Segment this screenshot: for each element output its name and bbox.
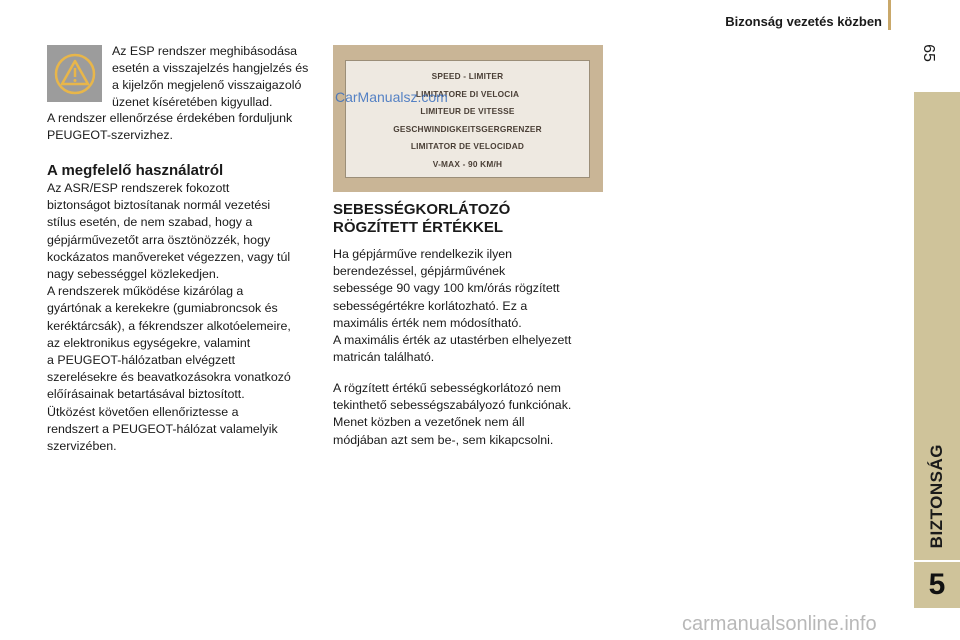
text-line: gyártónak a kerekekre (gumiabroncsok és: [47, 301, 278, 316]
text-line: PEUGEOT-szervizhez.: [47, 128, 173, 143]
heading-line: SEBESSÉGKORLÁTOZÓ: [333, 201, 511, 218]
text-line: üzenet kíséretében kigyullad.: [112, 95, 273, 109]
site-watermark: CarManualsz.com: [335, 89, 448, 105]
text-line: A rendszerek működése kizárólag a: [47, 284, 244, 299]
page-number: 65: [920, 44, 937, 62]
usage-paragraph: [47, 180, 322, 455]
limiter-sticker-text: [346, 68, 589, 174]
warning-icon-box: [47, 45, 102, 102]
sticker-line: LIMITATOR DE VELOCIDAD: [410, 141, 525, 152]
text-line: tekinthető sebességszabályozó funkciónak.: [333, 398, 572, 413]
text-line: A rendszer ellenőrzése érdekében forduljunk: [47, 111, 293, 125]
sticker-line: LIMITEUR DE VITESSE: [420, 106, 515, 117]
sticker-line: GESCHWINDIGKEITSGERGRENZER: [393, 123, 542, 134]
text-line: kockázatos manővereket végezzen, vagy túl: [47, 249, 291, 264]
usage-heading: A megfelelő használatról: [47, 162, 224, 179]
text-line: stílus esetén, de nem szabad, hogy a: [47, 215, 253, 230]
section-tab-label: [914, 92, 960, 548]
text-line: matricán található.: [333, 350, 435, 365]
sticker-line: LIMITATORE DI VELOCIA: [415, 88, 520, 99]
text-line: rendszert a PEUGEOT-hálózat valamelyik: [47, 421, 278, 436]
chapter-number: 5: [914, 562, 960, 608]
text-line: keréktárcsák), a fékrendszer alkotóelemeire,: [47, 318, 291, 333]
text-line: A maximális érték az utastérben elhelyezett: [333, 333, 572, 348]
text-line: esetén a visszajelzés hangjelzés és: [112, 61, 309, 75]
text-line: sebessége 90 vagy 100 km/órás rögzített: [333, 281, 560, 296]
footer-watermark: carmanualsonline.info: [682, 613, 877, 635]
text-line: a PEUGEOT-hálózatban elvégzett: [47, 353, 236, 368]
text-line: szervizében.: [47, 439, 117, 454]
sticker-line: SPEED - LIMITER: [431, 71, 504, 81]
warning-triangle-icon: [53, 52, 97, 96]
text-line: az elektronikus egységekre, valamint: [47, 335, 251, 350]
esp-notice: [112, 43, 322, 111]
text-line: gépjárművezetőt arra ösztönözzék, hogy: [47, 232, 271, 247]
limiter-sticker: [345, 60, 590, 178]
heading-line: RÖGZÍTETT ÉRTÉKKEL: [333, 219, 503, 236]
header-divider: [888, 0, 891, 30]
text-line: berendezéssel, gépjárművének: [333, 264, 506, 279]
header-title: Bizonság vezetés közben: [725, 14, 882, 29]
text-line: nagy sebességgel közlekedjen.: [47, 267, 220, 282]
text-line: a kijelzőn megjelenő visszaigazoló: [112, 78, 302, 92]
check-paragraph: [47, 110, 322, 144]
section-title: BIZTONSÁG: [927, 443, 946, 548]
limiter-heading: [333, 201, 603, 237]
text-line: módjában azt sem be-, sem kikapcsolni.: [333, 432, 554, 447]
limiter-paragraph-1: [333, 246, 608, 366]
text-line: biztonságot biztosítanak normál vezetési: [47, 198, 271, 213]
text-line: Ha gépjárműve rendelkezik ilyen: [333, 247, 513, 261]
text-line: maximális érték nem módosítható.: [333, 315, 522, 330]
text-line: Az ESP rendszer meghibásodása: [112, 44, 298, 58]
text-line: Az ASR/ESP rendszerek fokozott: [47, 181, 230, 195]
text-line: Menet közben a vezetőnek nem áll: [333, 415, 525, 430]
text-line: előírásainak betartásával biztosított.: [47, 387, 245, 402]
sticker-line: V-MAX - 90 KM/H: [432, 158, 503, 169]
text-line: Ütközést követően ellenőriztesse a: [47, 404, 239, 419]
text-line: sebességértékre korlátozható. Ez a: [333, 298, 528, 313]
text-line: szerelésekre és beavatkozásokra vonatkozó: [47, 370, 291, 385]
text-line: A rögzített értékű sebességkorlátozó nem: [333, 381, 561, 395]
speed-limiter-label-photo: [333, 45, 603, 192]
limiter-paragraph-2: [333, 380, 608, 449]
